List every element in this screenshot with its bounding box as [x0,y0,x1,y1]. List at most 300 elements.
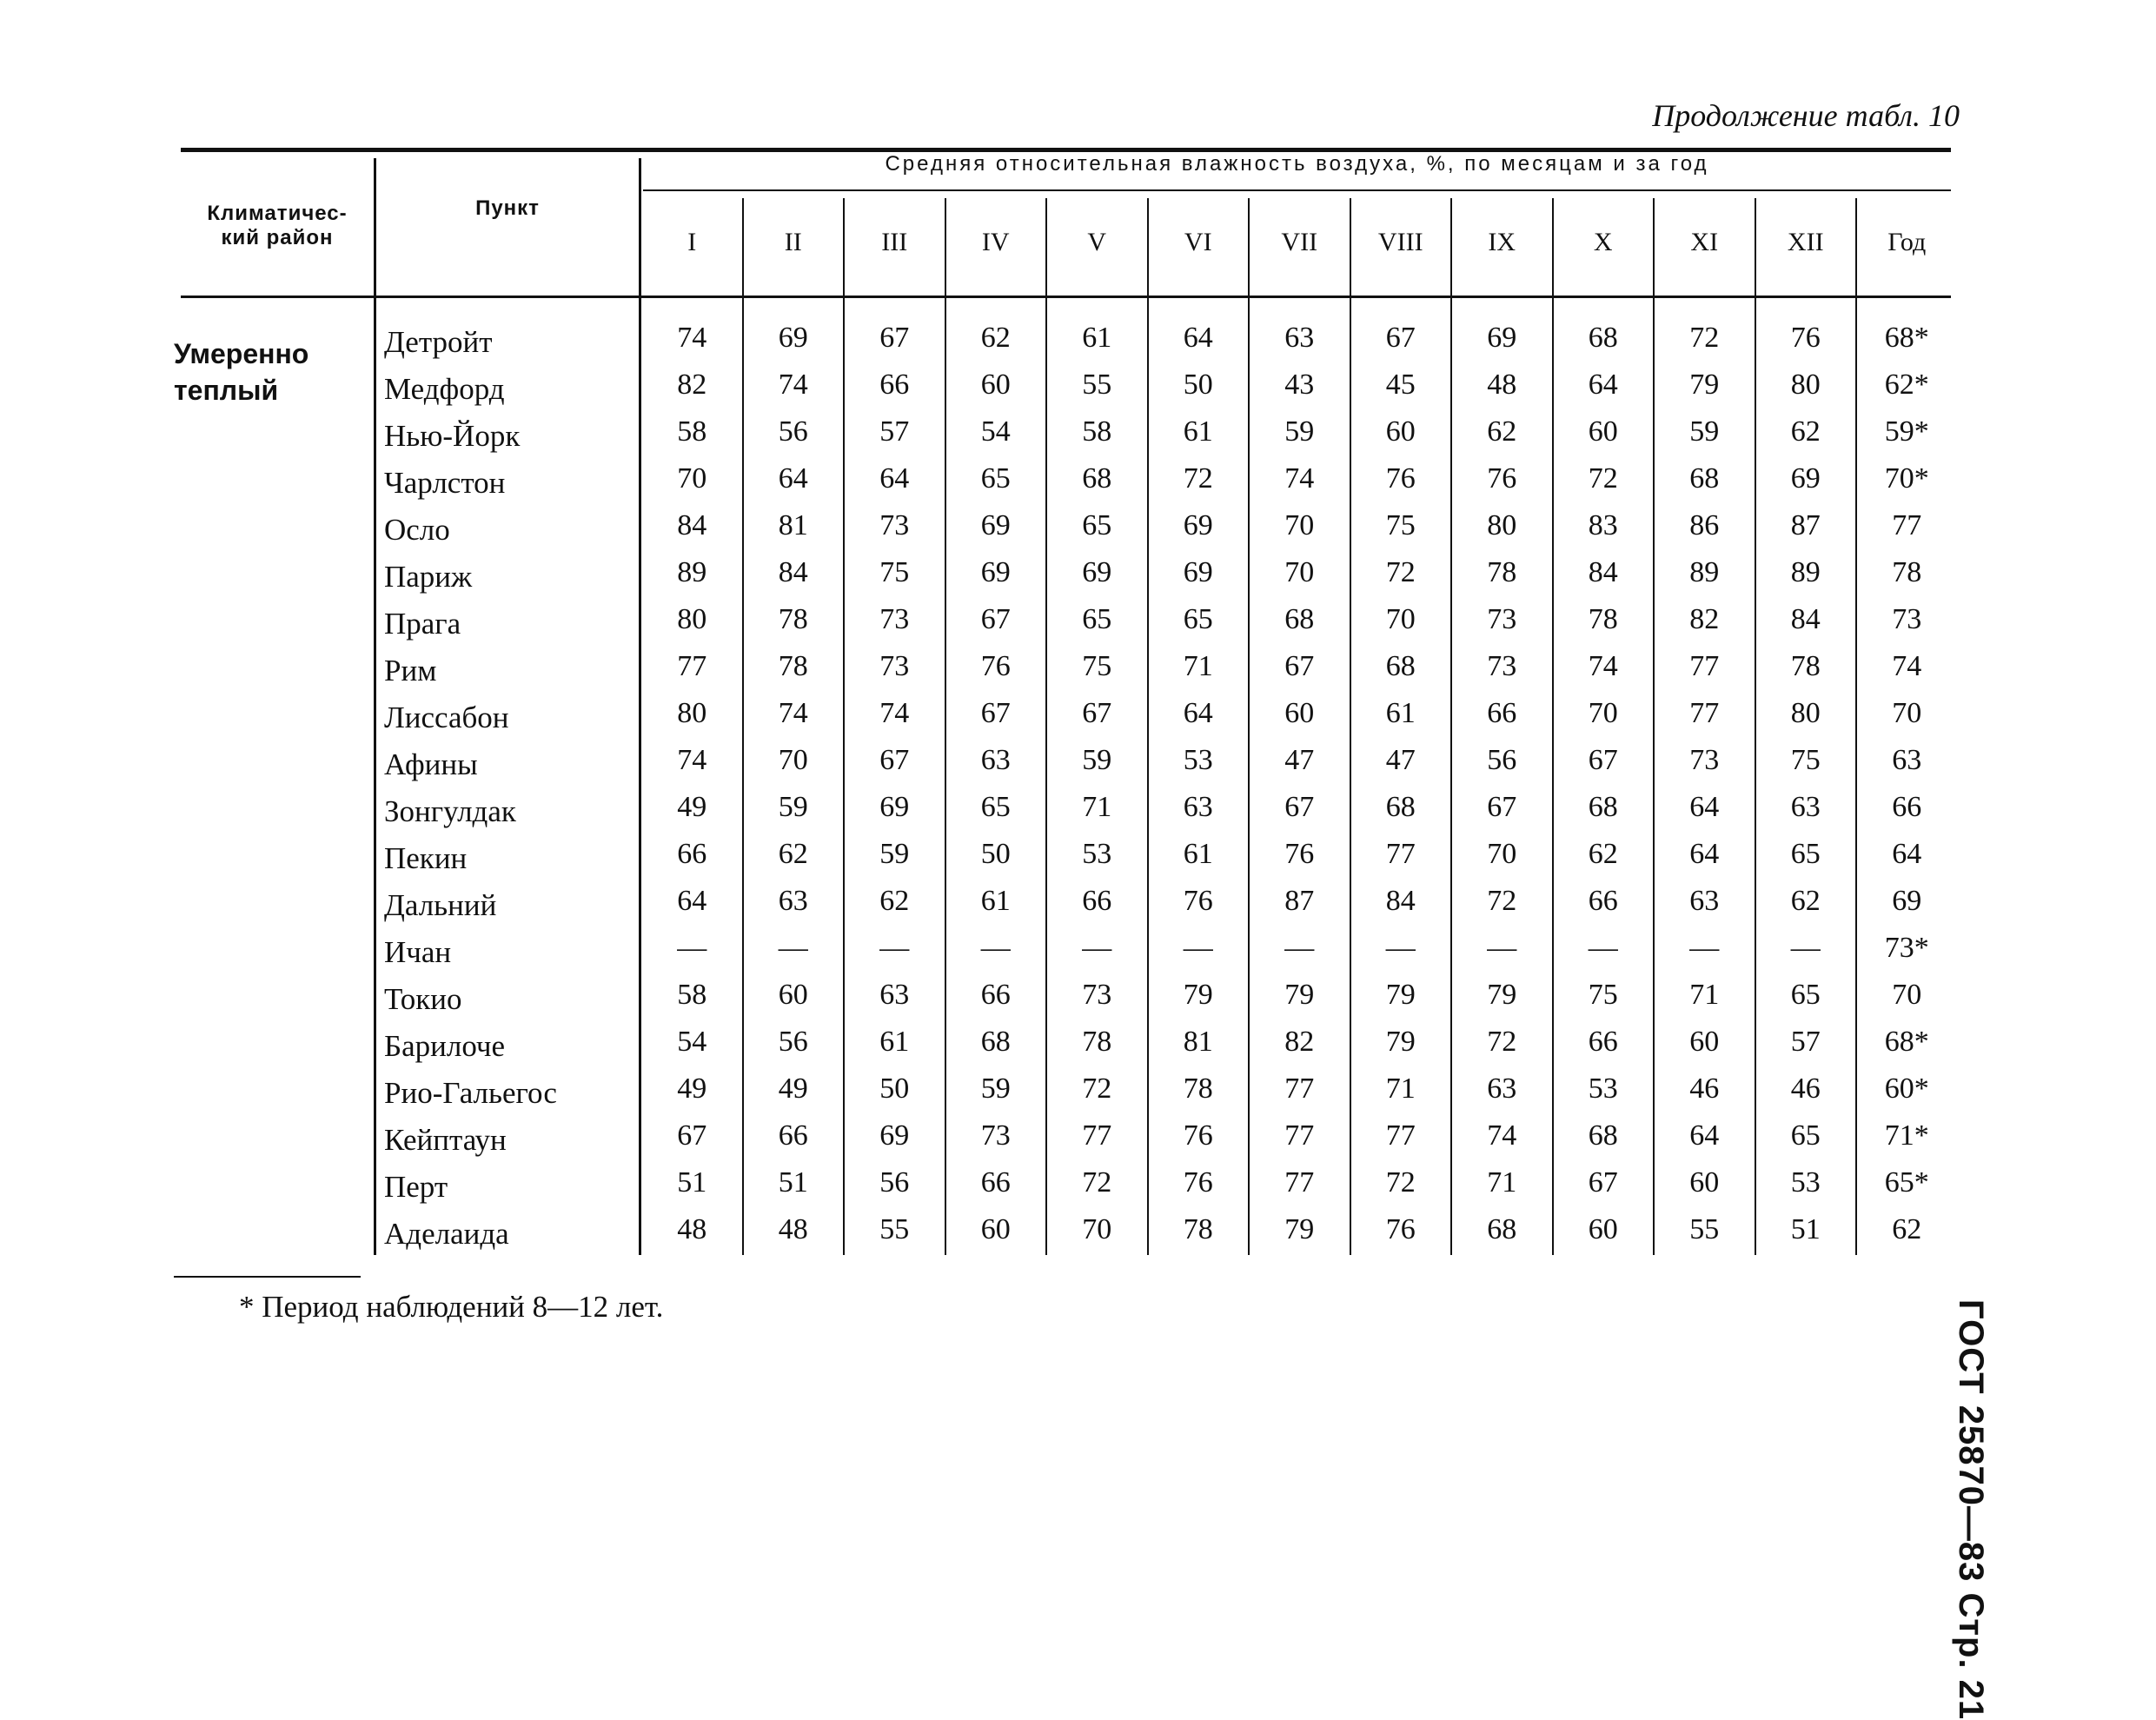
humidity-value-cell: — [778,932,808,964]
humidity-value-cell: 51 [1790,1213,1821,1245]
month-header: VIII [1377,228,1423,256]
place-name: Париж [384,560,473,594]
humidity-value-cell: 70 [1284,556,1315,588]
humidity-value-cell: 77 [1082,1119,1112,1152]
humidity-value-cell: 68 [1385,650,1416,682]
humidity-value-cell: 60 [1588,415,1618,448]
month-col-divider [945,198,946,1255]
humidity-value-cell: 65 [1790,1119,1821,1152]
humidity-value-cell: 78 [778,603,808,635]
footnote-rule [174,1276,361,1278]
humidity-value-cell: 73 [879,650,910,682]
humidity-value-cell: 76 [1183,885,1213,917]
table-caption: Продолжение табл. 10 [1652,98,1960,133]
humidity-value-cell: 71 [1689,979,1720,1011]
humidity-value-cell: — [1487,932,1517,964]
humidity-value-cell: 73 [1689,744,1720,776]
annual-value-cell: 70* [1884,462,1929,495]
humidity-value-cell: 79 [1284,1213,1315,1245]
humidity-value-cell: 67 [980,603,1011,635]
humidity-value-cell: 77 [677,650,707,682]
humidity-value-cell: 66 [980,1166,1011,1199]
humidity-value-cell: 69 [1487,322,1517,354]
humidity-value-cell: 64 [677,885,707,917]
humidity-value-cell: 60 [1284,697,1315,729]
humidity-value-cell: 72 [1082,1073,1112,1105]
month-header: VI [1184,228,1212,256]
humidity-value-cell: 67 [1487,791,1517,823]
humidity-value-cell: 74 [677,744,707,776]
month-header: XII [1787,228,1824,256]
humidity-value-cell: 61 [879,1026,910,1058]
humidity-value-cell: 67 [1385,322,1416,354]
humidity-value-cell: 75 [1385,509,1416,541]
humidity-value-cell: 72 [1487,885,1517,917]
humidity-value-cell: 71 [1385,1073,1416,1105]
humidity-value-cell: 65 [980,462,1011,495]
humidity-value-cell: 56 [778,415,808,448]
humidity-value-cell: 66 [778,1119,808,1152]
humidity-value-cell: 79 [1284,979,1315,1011]
region-label: Умеренно теплый [174,338,309,406]
annual-value-cell: 65* [1884,1166,1929,1199]
humidity-value-cell: 70 [1588,697,1618,729]
place-name: Осло [384,513,450,547]
humidity-value-cell: 62 [1588,838,1618,870]
humidity-value-cell: 77 [1284,1073,1315,1105]
humidity-value-cell: 48 [1487,369,1517,401]
place-name: Дальний [384,888,497,922]
humidity-value-cell: 57 [879,415,910,448]
annual-value-cell: 70 [1892,697,1922,729]
humidity-value-cell: 71 [1082,791,1112,823]
month-col-divider [1855,198,1857,1255]
humidity-value-cell: 64 [1689,791,1720,823]
humidity-value-cell: 65 [1790,838,1821,870]
month-col-divider [843,198,845,1255]
place-name: Нью-Йорк [384,419,521,453]
humidity-value-cell: 71 [1183,650,1213,682]
humidity-value-cell: 80 [1790,369,1821,401]
humidity-value-cell: 72 [1689,322,1720,354]
place-name: Прага [384,607,461,641]
month-header: V [1087,228,1107,256]
side-page-label: ГОСТ 25870—83 Стр. 21 [1952,1299,1990,1720]
humidity-value-cell: 70 [1487,838,1517,870]
humidity-value-cell: 81 [778,509,808,541]
humidity-value-cell: 67 [1082,697,1112,729]
humidity-value-cell: 64 [1183,697,1213,729]
humidity-value-cell: 68 [1082,462,1112,495]
humidity-value-cell: 45 [1385,369,1416,401]
humidity-value-cell: — [879,932,910,964]
humidity-value-cell: — [1082,932,1112,964]
humidity-value-cell: 47 [1284,744,1315,776]
place-name: Чарлстон [384,466,506,500]
humidity-value-cell: — [677,932,707,964]
humidity-value-cell: 51 [778,1166,808,1199]
humidity-value-cell: 62 [778,838,808,870]
place-column-header: Пункт [475,196,540,220]
humidity-value-cell: 50 [879,1073,910,1105]
humidity-value-cell: 58 [677,415,707,448]
humidity-value-cell: 75 [1082,650,1112,682]
humidity-value-cell: 75 [1790,744,1821,776]
humidity-value-cell: 64 [778,462,808,495]
humidity-value-cell: 63 [1183,791,1213,823]
humidity-value-cell: 77 [1689,697,1720,729]
humidity-value-cell: 86 [1689,509,1720,541]
humidity-value-cell: 76 [1284,838,1315,870]
humidity-value-cell: 55 [879,1213,910,1245]
humidity-value-cell: 87 [1790,509,1821,541]
humidity-value-cell: 61 [1082,322,1112,354]
humidity-value-cell: 77 [1385,1119,1416,1152]
humidity-value-cell: 69 [879,791,910,823]
annual-value-cell: 59* [1884,415,1929,448]
month-header: VII [1281,228,1318,256]
humidity-value-cell: 63 [879,979,910,1011]
annual-value-cell: 74 [1892,650,1922,682]
humidity-value-cell: 74 [1284,462,1315,495]
humidity-value-cell: 58 [1082,415,1112,448]
humidity-value-cell: 79 [1487,979,1517,1011]
month-col-divider [1147,198,1149,1255]
humidity-value-cell: — [1385,932,1416,964]
humidity-value-cell: 46 [1689,1073,1720,1105]
humidity-value-cell: 51 [677,1166,707,1199]
annual-value-cell: 73* [1884,932,1929,964]
humidity-value-cell: 61 [1183,415,1213,448]
place-name: Пекин [384,841,468,875]
humidity-value-cell: 89 [1790,556,1821,588]
humidity-value-cell: 72 [1183,462,1213,495]
place-name: Рио-Гальегос [384,1076,557,1110]
humidity-value-cell: 74 [778,697,808,729]
humidity-value-cell: 49 [677,791,707,823]
humidity-value-cell: 69 [1082,556,1112,588]
month-col-divider [1552,198,1554,1255]
humidity-value-cell: 60 [1689,1166,1720,1199]
month-header: II [784,228,802,256]
humidity-value-cell: 82 [1689,603,1720,635]
annual-value-cell: 62 [1892,1213,1922,1245]
month-col-divider [1248,198,1250,1255]
humidity-value-cell: 67 [980,697,1011,729]
humidity-value-cell: 64 [1588,369,1618,401]
humidity-value-cell: 63 [1487,1073,1517,1105]
month-header: I [687,228,697,256]
humidity-value-cell: 63 [1790,791,1821,823]
humidity-value-cell: 60 [980,369,1011,401]
humidity-value-cell: 64 [879,462,910,495]
region-col-divider [374,158,376,1255]
humidity-value-cell: 76 [1487,462,1517,495]
humidity-value-cell: 76 [1385,462,1416,495]
humidity-value-cell: 76 [1790,322,1821,354]
place-name: Кейптаун [384,1123,507,1157]
humidity-value-cell: 55 [1689,1213,1720,1245]
humidity-value-cell: 72 [1082,1166,1112,1199]
humidity-value-cell: 77 [1284,1119,1315,1152]
humidity-value-cell: — [1689,932,1720,964]
humidity-value-cell: 63 [1689,885,1720,917]
humidity-value-cell: 68 [1588,1119,1618,1152]
humidity-value-cell: — [1284,932,1315,964]
humidity-value-cell: 67 [1588,1166,1618,1199]
humidity-value-cell: 65 [980,791,1011,823]
humidity-value-cell: 73 [879,603,910,635]
humidity-value-cell: 67 [879,322,910,354]
humidity-value-cell: 89 [1689,556,1720,588]
month-col-divider [1653,198,1655,1255]
humidity-value-cell: — [1183,932,1213,964]
humidity-value-cell: 66 [1588,885,1618,917]
place-name: Зонгулдак [384,794,516,828]
humidity-value-cell: 68 [1385,791,1416,823]
humidity-value-cell: 53 [1588,1073,1618,1105]
place-name: Рим [384,654,437,687]
humidity-value-cell: 59 [980,1073,1011,1105]
humidity-value-cell: 54 [677,1026,707,1058]
humidity-value-cell: 66 [1082,885,1112,917]
humidity-value-cell: 81 [1183,1026,1213,1058]
annual-value-cell: 77 [1892,509,1922,541]
humidity-value-cell: 76 [1183,1166,1213,1199]
month-col-divider [742,198,744,1255]
humidity-value-cell: 78 [778,650,808,682]
span-underline [643,189,1951,191]
humidity-value-cell: 76 [1385,1213,1416,1245]
humidity-value-cell: 63 [778,885,808,917]
humidity-value-cell: 64 [1689,1119,1720,1152]
humidity-value-cell: 80 [1487,509,1517,541]
month-col-divider [1350,198,1351,1255]
humidity-value-cell: 62 [879,885,910,917]
humidity-value-cell: 78 [1183,1213,1213,1245]
footnote: * Период наблюдений 8—12 лет. [239,1290,664,1324]
month-header: XI [1690,228,1719,256]
humidity-value-cell: 59 [1689,415,1720,448]
humidity-value-cell: 66 [879,369,910,401]
humidity-value-cell: 60 [1385,415,1416,448]
humidity-value-cell: 68 [1689,462,1720,495]
humidity-value-cell: 53 [1183,744,1213,776]
humidity-value-cell: 73 [1487,650,1517,682]
humidity-value-cell: 83 [1588,509,1618,541]
humidity-value-cell: 78 [1588,603,1618,635]
humidity-value-cell: 67 [1588,744,1618,776]
humidity-value-cell: 79 [1385,979,1416,1011]
humidity-value-cell: 75 [1588,979,1618,1011]
humidity-value-cell: 84 [1385,885,1416,917]
humidity-value-cell: 68 [980,1026,1011,1058]
humidity-value-cell: 50 [980,838,1011,870]
humidity-value-cell: 62 [1790,885,1821,917]
annual-value-cell: 68* [1884,322,1929,354]
humidity-value-cell: 69 [879,1119,910,1152]
humidity-value-cell: 68 [1588,791,1618,823]
humidity-value-cell: 62 [980,322,1011,354]
humidity-value-cell: 73 [1082,979,1112,1011]
humidity-value-cell: 79 [1385,1026,1416,1058]
humidity-value-cell: 74 [879,697,910,729]
humidity-value-cell: 72 [1588,462,1618,495]
month-col-divider [1450,198,1452,1255]
humidity-value-cell: 79 [1183,979,1213,1011]
humidity-value-cell: 48 [778,1213,808,1245]
humidity-value-cell: 65 [1790,979,1821,1011]
humidity-value-cell: 70 [1284,509,1315,541]
humidity-value-cell: 73 [879,509,910,541]
humidity-value-cell: 63 [980,744,1011,776]
humidity-value-cell: 74 [1487,1119,1517,1152]
humidity-value-cell: 87 [1284,885,1315,917]
humidity-value-cell: 77 [1385,838,1416,870]
place-name: Токио [384,982,462,1016]
humidity-value-cell: 53 [1082,838,1112,870]
humidity-value-cell: 82 [677,369,707,401]
humidity-value-cell: 66 [980,979,1011,1011]
humidity-value-cell: 69 [778,322,808,354]
humidity-value-cell: 60 [1689,1026,1720,1058]
humidity-value-cell: 69 [1183,556,1213,588]
place-name: Аделаида [384,1217,509,1251]
humidity-value-cell: 59 [778,791,808,823]
month-col-divider [1755,198,1756,1255]
humidity-value-cell: 61 [980,885,1011,917]
humidity-value-cell: 62 [1487,415,1517,448]
humidity-value-cell: 58 [677,979,707,1011]
humidity-value-cell: 48 [677,1213,707,1245]
annual-value-cell: 66 [1892,791,1922,823]
humidity-value-cell: 64 [1183,322,1213,354]
humidity-value-cell: 67 [677,1119,707,1152]
annual-value-cell: 70 [1892,979,1922,1011]
humidity-value-cell: 80 [677,697,707,729]
humidity-value-cell: 60 [1588,1213,1618,1245]
humidity-value-cell: 69 [1183,509,1213,541]
annual-value-cell: 68* [1884,1026,1929,1058]
humidity-value-cell: 72 [1385,556,1416,588]
humidity-value-cell: 84 [677,509,707,541]
place-name: Детройт [384,325,493,359]
month-col-divider [1045,198,1047,1255]
humidity-value-cell: 84 [1588,556,1618,588]
humidity-value-cell: 74 [778,369,808,401]
humidity-value-cell: 84 [778,556,808,588]
humidity-value-cell: 54 [980,415,1011,448]
place-name: Ичан [384,935,452,969]
humidity-value-cell: 74 [1588,650,1618,682]
humidity-value-cell: 76 [980,650,1011,682]
humidity-value-cell: 78 [1082,1026,1112,1058]
humidity-value-cell: 69 [1790,462,1821,495]
humidity-value-cell: 74 [677,322,707,354]
humidity-value-cell: 56 [778,1026,808,1058]
humidity-value-cell: 66 [677,838,707,870]
humidity-value-cell: 56 [1487,744,1517,776]
annual-value-cell: 78 [1892,556,1922,588]
header-bottom-rule [181,296,1951,298]
humidity-value-cell: — [980,932,1011,964]
annual-value-cell: 63 [1892,744,1922,776]
humidity-value-cell: 70 [1082,1213,1112,1245]
region-column-header: Климатичес- кий район [207,202,348,249]
humidity-value-cell: 68 [1284,603,1315,635]
humidity-value-cell: 63 [1284,322,1315,354]
humidity-value-cell: 59 [1082,744,1112,776]
place-name: Перт [384,1170,448,1204]
humidity-value-cell: 82 [1284,1026,1315,1058]
humidity-value-cell: 65 [1082,603,1112,635]
annual-value-cell: 71* [1884,1119,1929,1152]
humidity-value-cell: 61 [1183,838,1213,870]
humidity-value-cell: 47 [1385,744,1416,776]
humidity-value-cell: 49 [677,1073,707,1105]
month-header: IX [1488,228,1516,256]
humidity-value-cell: 69 [980,509,1011,541]
annual-value-cell: 73 [1892,603,1922,635]
humidity-value-cell: 65 [1082,509,1112,541]
humidity-value-cell: — [1588,932,1618,964]
place-name: Лиссабон [384,701,509,734]
place-col-divider [639,158,641,1255]
humidity-value-cell: 84 [1790,603,1821,635]
humidity-value-cell: 89 [677,556,707,588]
month-header: IV [981,228,1010,256]
humidity-value-cell: 46 [1790,1073,1821,1105]
humidity-value-cell: 60 [778,979,808,1011]
humidity-value-cell: 71 [1487,1166,1517,1199]
humidity-value-cell: 55 [1082,369,1112,401]
annual-value-cell: 64 [1892,838,1922,870]
humidity-value-cell: 66 [1588,1026,1618,1058]
humidity-value-cell: 68 [1588,322,1618,354]
month-header: Год [1887,228,1927,256]
humidity-value-cell: 57 [1790,1026,1821,1058]
place-name: Медфорд [384,372,505,406]
humidity-value-cell: 67 [1284,791,1315,823]
humidity-value-cell: 59 [879,838,910,870]
humidity-value-cell: 77 [1284,1166,1315,1199]
annual-value-cell: 69 [1892,885,1922,917]
month-header: X [1593,228,1613,256]
humidity-value-cell: 70 [778,744,808,776]
humidity-value-cell: 56 [879,1166,910,1199]
humidity-value-cell: 59 [1284,415,1315,448]
humidity-value-cell: 70 [1385,603,1416,635]
humidity-value-cell: 78 [1183,1073,1213,1105]
humidity-value-cell: 49 [778,1073,808,1105]
humidity-value-cell: 67 [1284,650,1315,682]
humidity-value-cell: 80 [1790,697,1821,729]
humidity-value-cell: 65 [1183,603,1213,635]
humidity-value-cell: 76 [1183,1119,1213,1152]
humidity-span-header: Средняя относительная влажность воздуха, %, по месяцам и за год [885,152,1709,176]
humidity-value-cell: 77 [1689,650,1720,682]
humidity-value-cell: 50 [1183,369,1213,401]
place-name: Афины [384,747,478,781]
humidity-value-cell: 78 [1790,650,1821,682]
annual-value-cell: 62* [1884,369,1929,401]
humidity-value-cell: 78 [1487,556,1517,588]
humidity-value-cell: 79 [1689,369,1720,401]
humidity-value-cell: 70 [677,462,707,495]
humidity-value-cell: 69 [980,556,1011,588]
month-header: III [881,228,908,256]
humidity-value-cell: — [1790,932,1821,964]
